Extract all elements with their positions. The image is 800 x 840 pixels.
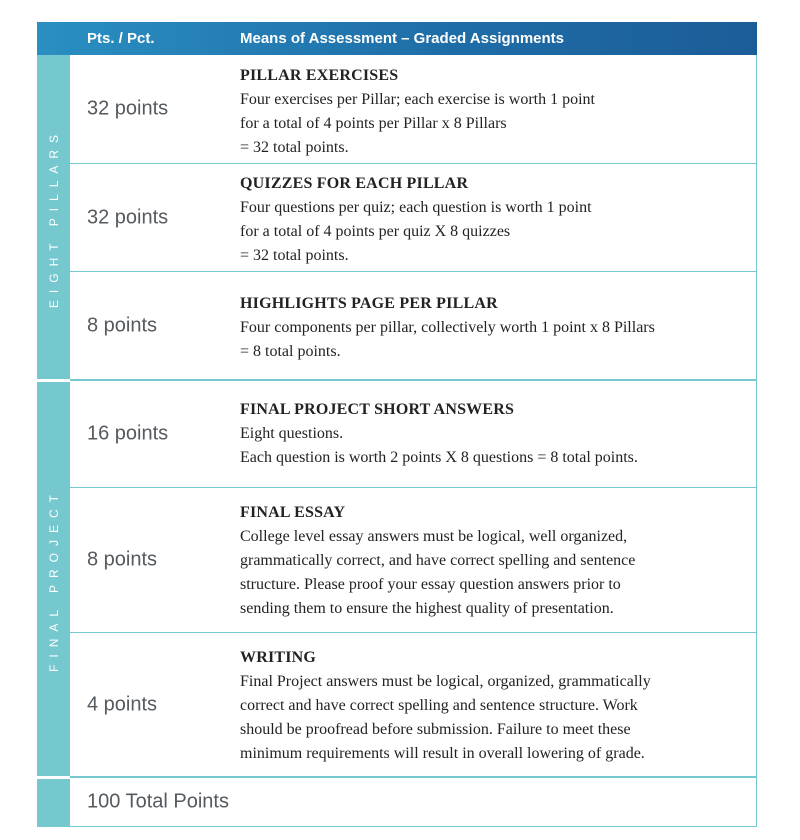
row-title: HIGHLIGHTS PAGE PER PILLAR — [240, 295, 498, 312]
row-title: WRITING — [240, 649, 317, 666]
row-line: for a total of 4 points per Pillar x 8 Pillars — [240, 115, 507, 132]
row-line: Four questions per quiz; each question is worth 1 point — [240, 199, 592, 216]
row-line: = 8 total points. — [240, 343, 341, 360]
row-line: Four components per pillar, collectively worth 1 point x 8 Pillars — [240, 319, 655, 336]
row-line: correct and have correct spelling and sentence structure. Work — [240, 697, 638, 714]
row-line: Eight questions. — [240, 425, 344, 442]
final-project-section-bar — [37, 382, 70, 778]
table-row — [70, 272, 757, 379]
row-title: FINAL PROJECT SHORT ANSWERS — [240, 401, 515, 418]
row-line: sending them to ensure the highest quality of presentation. — [240, 600, 614, 617]
table-row — [70, 164, 757, 271]
total-points: 100 Total Points — [87, 790, 229, 813]
row-line: = 32 total points. — [240, 247, 349, 264]
row-description — [240, 64, 740, 160]
total-row — [70, 778, 757, 826]
row-line: = 32 total points. — [240, 139, 349, 156]
row-line: for a total of 4 points per quiz X 8 quizzes — [240, 223, 511, 240]
row-points: 32 points — [87, 97, 169, 120]
row-line: structure. Please proof your essay question answers prior to — [240, 576, 621, 593]
row-line: grammatically correct, and have correct spelling and sentence — [240, 552, 636, 569]
eight-pillars-label: EIGHT PILLARS — [46, 127, 61, 308]
table-row — [70, 381, 757, 487]
row-title: FINAL ESSAY — [240, 504, 346, 521]
means-column-header: Means of Assessment – Graded Assignments — [240, 30, 564, 47]
row-line: Final Project answers must be logical, organized, grammatically — [240, 673, 651, 690]
row-line: Each question is worth 2 points X 8 questions = 8 total points. — [240, 449, 638, 466]
row-title: QUIZZES FOR EACH PILLAR — [240, 175, 469, 192]
row-points: 32 points — [87, 206, 169, 228]
row-points: 4 points — [87, 693, 158, 715]
row-title: PILLAR EXERCISES — [240, 67, 399, 84]
total-section-bar — [37, 779, 70, 827]
row-line: should be proofread before submission. Failure to meet these — [240, 721, 631, 738]
row-points: 16 points — [87, 422, 169, 445]
row-points: 8 points — [87, 548, 158, 571]
table-bottom-border — [70, 826, 757, 827]
row-line: minimum requirements will result in overall lowering of grade. — [240, 745, 645, 762]
row-description — [240, 398, 740, 470]
points-column-header: Pts. / Pct. — [87, 30, 155, 47]
table-row — [70, 55, 757, 163]
row-points: 8 points — [87, 314, 158, 336]
row-line: Four exercises per Pillar; each exercise is worth 1 point — [240, 91, 595, 108]
row-description — [240, 646, 740, 766]
row-description — [240, 172, 740, 268]
row-description — [240, 292, 740, 364]
table-row — [70, 488, 757, 632]
eight-pillars-section-bar — [37, 55, 70, 380]
row-description — [240, 501, 740, 621]
final-project-label: FINAL PROJECT — [46, 488, 61, 672]
row-line: College level essay answers must be logical, well organized, — [240, 528, 628, 545]
table-row — [70, 633, 757, 776]
table-header — [37, 22, 757, 55]
